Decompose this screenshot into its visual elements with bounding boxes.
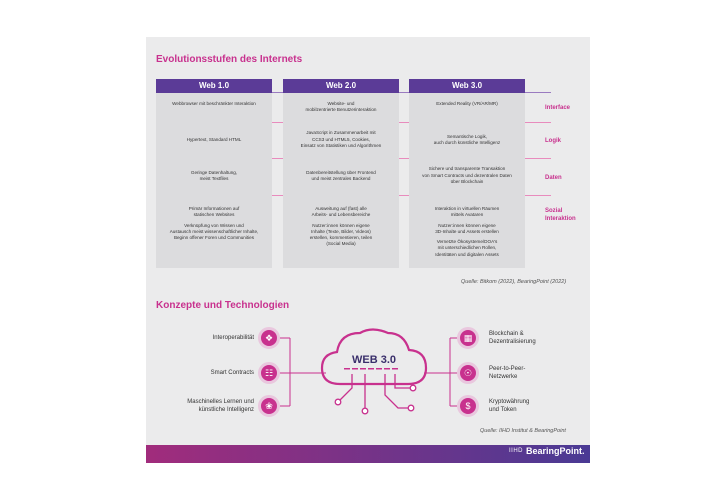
brand-logo: BearingPoint. [526, 446, 585, 456]
cell-line: (Social Media) [326, 241, 356, 247]
dash-mark [376, 368, 382, 370]
puzzle-icon [258, 327, 280, 349]
cell-line: Austausch meist wissenschaftlicher Inhalte, [169, 228, 259, 234]
concept-label [187, 398, 254, 414]
dimension-label-line: Sozial [545, 208, 563, 214]
concept-label-line: Interoperabilität [212, 335, 254, 341]
cell-line: Hypertext, Standard HTML [186, 136, 242, 142]
brain-icon-glyph: ❀ [265, 401, 273, 411]
cell-line: Datenbereitstellung über Frontend [306, 169, 376, 175]
circuit-node [408, 405, 414, 411]
source-note-evolution: Quelle: Bitkom (2022), BearingPoint (2022) [461, 279, 567, 285]
dimension-label-line: Daten [545, 175, 562, 181]
hub-label: WEB 3.0 [351, 354, 397, 366]
cell-line: Semantische Logik, [446, 133, 488, 139]
blockchain-icon-glyph: ▦ [463, 333, 473, 343]
circuit-line [340, 374, 352, 400]
cell-line: Webbrowser mit beschränkter Interaktion [172, 101, 256, 106]
dash-mark [384, 368, 390, 370]
dimension-label-line: Interaktion [545, 216, 576, 222]
cell-line: Interaktion in virtuellen Räumen [434, 206, 500, 211]
section-title-concepts: Konzepte und Technologien [156, 300, 290, 311]
dimension-label-line: Interface [545, 105, 571, 111]
column-header: Web 2.0 [283, 79, 399, 93]
cell-line: mit unterschiedlichen Rollen, [437, 245, 497, 251]
cell-line: Beginn offener Foren und Communities [173, 235, 255, 241]
cell-line: Geringe Datenhaltung, [190, 169, 238, 175]
dash-mark [352, 368, 358, 370]
concept-label [489, 330, 536, 346]
concept-label-line: Peer-to-Peer- [489, 366, 526, 372]
concept-label-line: Smart Contracts [210, 370, 254, 376]
cell-line: von Smart Contracts und dezentralen Daten [422, 172, 512, 178]
dash-mark [360, 368, 366, 370]
dash-mark [368, 368, 374, 370]
coin-icon [457, 395, 479, 417]
concept-label [213, 334, 254, 342]
cell-line: Vernetzte Ökosysteme/DOA's [436, 239, 498, 245]
cell-line: über Blockchain [450, 178, 484, 184]
dimension-label-line: Logik [545, 138, 561, 144]
cell-line: Verknüpfung von Wissen und [184, 222, 244, 228]
cell-line: Primär Informationen auf [188, 206, 240, 211]
dash-mark [344, 368, 350, 370]
cell-line: Inhalte (Texte, Bilder, Videos) [311, 228, 371, 234]
network-icon-glyph: ☉ [463, 368, 473, 378]
cell-line: Website- und [327, 101, 355, 106]
cell-line: 3D-Inhalte und Assets erstellen [435, 228, 499, 234]
brain-icon [258, 395, 280, 417]
cell-line: Extended Reality (VR/AR/MR) [436, 101, 498, 106]
concept-label-line: Kryptowährung [489, 399, 530, 405]
concept-label-line: Dezentralisierung [489, 339, 536, 345]
concept-label-line: und Token [489, 407, 517, 413]
source-note-concepts: Quelle: IIHD Institut & BearingPoint [480, 428, 566, 434]
concept-label-line: Maschinelles Lernen und [187, 399, 254, 405]
dash-mark [392, 368, 398, 370]
cell-line: Nutzer:innen können eigene [312, 222, 370, 228]
cell-line: statischen Websites [193, 212, 235, 218]
cell-line: erstellen, kommentieren, teilen [309, 235, 373, 241]
circuit-node [362, 408, 368, 414]
cell-line: Ausweitung auf (fast) alle [315, 206, 367, 211]
circuit-line [395, 374, 410, 388]
cell-line: CCS3 und HTML5, Cookies, [312, 136, 370, 142]
blockchain-icon [457, 327, 479, 349]
coin-icon-glyph: $ [465, 401, 471, 411]
puzzle-icon-glyph: ❖ [264, 333, 274, 343]
cell-line: und meist zentrales Backend [311, 175, 371, 181]
circuit-line [385, 374, 408, 408]
column-header: Web 3.0 [409, 79, 525, 93]
concept-label [489, 365, 525, 381]
cell-line: Einsatz von Statistiken und Algorithmen [300, 142, 382, 148]
cell-line: Arbeits- und Lebensbereiche [311, 212, 371, 218]
cell-line: mittels Avataren [450, 212, 484, 218]
cell-line: auch durch künstliche Intelligenz [433, 139, 501, 145]
concept-label-line: künstliche Intelligenz [198, 407, 254, 413]
circuit-node [410, 385, 416, 391]
footer-bar [146, 445, 590, 463]
concept-label [211, 369, 254, 377]
concept-label-line: Netzwerke [489, 374, 518, 380]
cell-line: JavaScript in Zusammenarbeit mit [306, 130, 376, 136]
circuit-node [335, 399, 341, 405]
cell-line: mobilzentrierte Benutzerinteraktion [305, 107, 377, 113]
cell-line: Sichere und transparente Transaktion [428, 166, 506, 172]
cell-line: meist Textfiles [199, 175, 229, 181]
section-title-evolution: Evolutionsstufen des Internets [156, 54, 303, 65]
network-icon [457, 362, 479, 384]
cell-line: Nutzer:innen können eigene [438, 222, 496, 228]
column-header: Web 1.0 [156, 79, 272, 93]
concept-label-line: Blockchain & [489, 331, 524, 337]
partner-logo: IIHD [509, 448, 523, 454]
document-icon-glyph: ☷ [264, 368, 274, 378]
concept-label [489, 398, 529, 414]
document-icon [258, 362, 280, 384]
cell-line: Identitäten und digitalen Assets [435, 251, 499, 257]
